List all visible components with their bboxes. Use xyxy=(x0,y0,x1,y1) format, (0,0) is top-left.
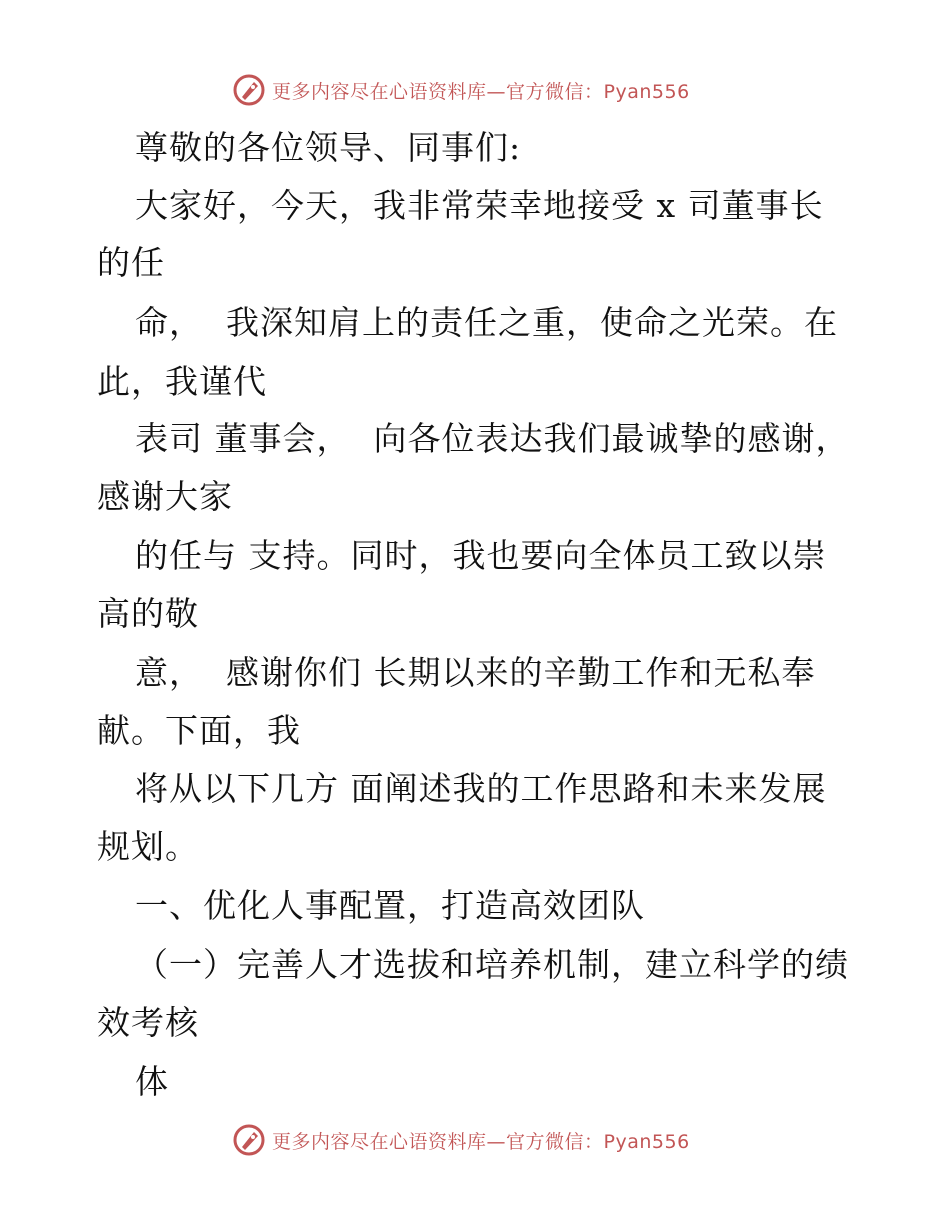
text-line: 将从以下几方 面阐述我的工作思路和未来发展 xyxy=(135,769,827,808)
watermark-text: 更多内容尽在心语资料库—官方微信：Pyan556 xyxy=(272,80,690,103)
text-line: 大家好，今天，我非常荣幸地接受 x 司董事长 xyxy=(135,186,824,225)
text-line: 高的敬 xyxy=(97,594,199,633)
text-line: 此，我谨代 xyxy=(97,362,267,401)
text-line: 献。下面，我 xyxy=(97,711,301,750)
text-line: 效考核 xyxy=(97,1003,199,1042)
text-line: 意， 感谢你们 长期以来的辛勤工作和无私奉 xyxy=(135,653,816,692)
text-line: 的任 xyxy=(97,243,165,282)
text-line: 表司 董事会， 向各位表达我们最诚挚的感谢， xyxy=(135,419,850,458)
text-line: 命， 我深知肩上的责任之重，使命之光荣。在 xyxy=(135,303,838,342)
text-line: 感谢大家 xyxy=(97,477,233,516)
text-line: 尊敬的各位领导、同事们: xyxy=(135,128,522,167)
section-heading: 一、优化人事配置，打造高效团队 xyxy=(135,886,645,925)
pen-nib-logo-icon xyxy=(232,73,266,107)
watermark-header xyxy=(232,70,832,110)
watermark-footer xyxy=(232,1120,832,1160)
watermark-text: 更多内容尽在心语资料库—官方微信：Pyan556 xyxy=(272,1130,690,1153)
text-line: 的任与 支持。同时，我也要向全体员工致以崇 xyxy=(135,536,827,575)
subsection-heading: （一）完善人才选拔和培养机制，建立科学的绩 xyxy=(135,945,849,984)
text-line: 规划。 xyxy=(97,827,199,866)
pen-nib-logo-icon xyxy=(232,1123,266,1157)
text-line: 体 xyxy=(135,1062,169,1101)
